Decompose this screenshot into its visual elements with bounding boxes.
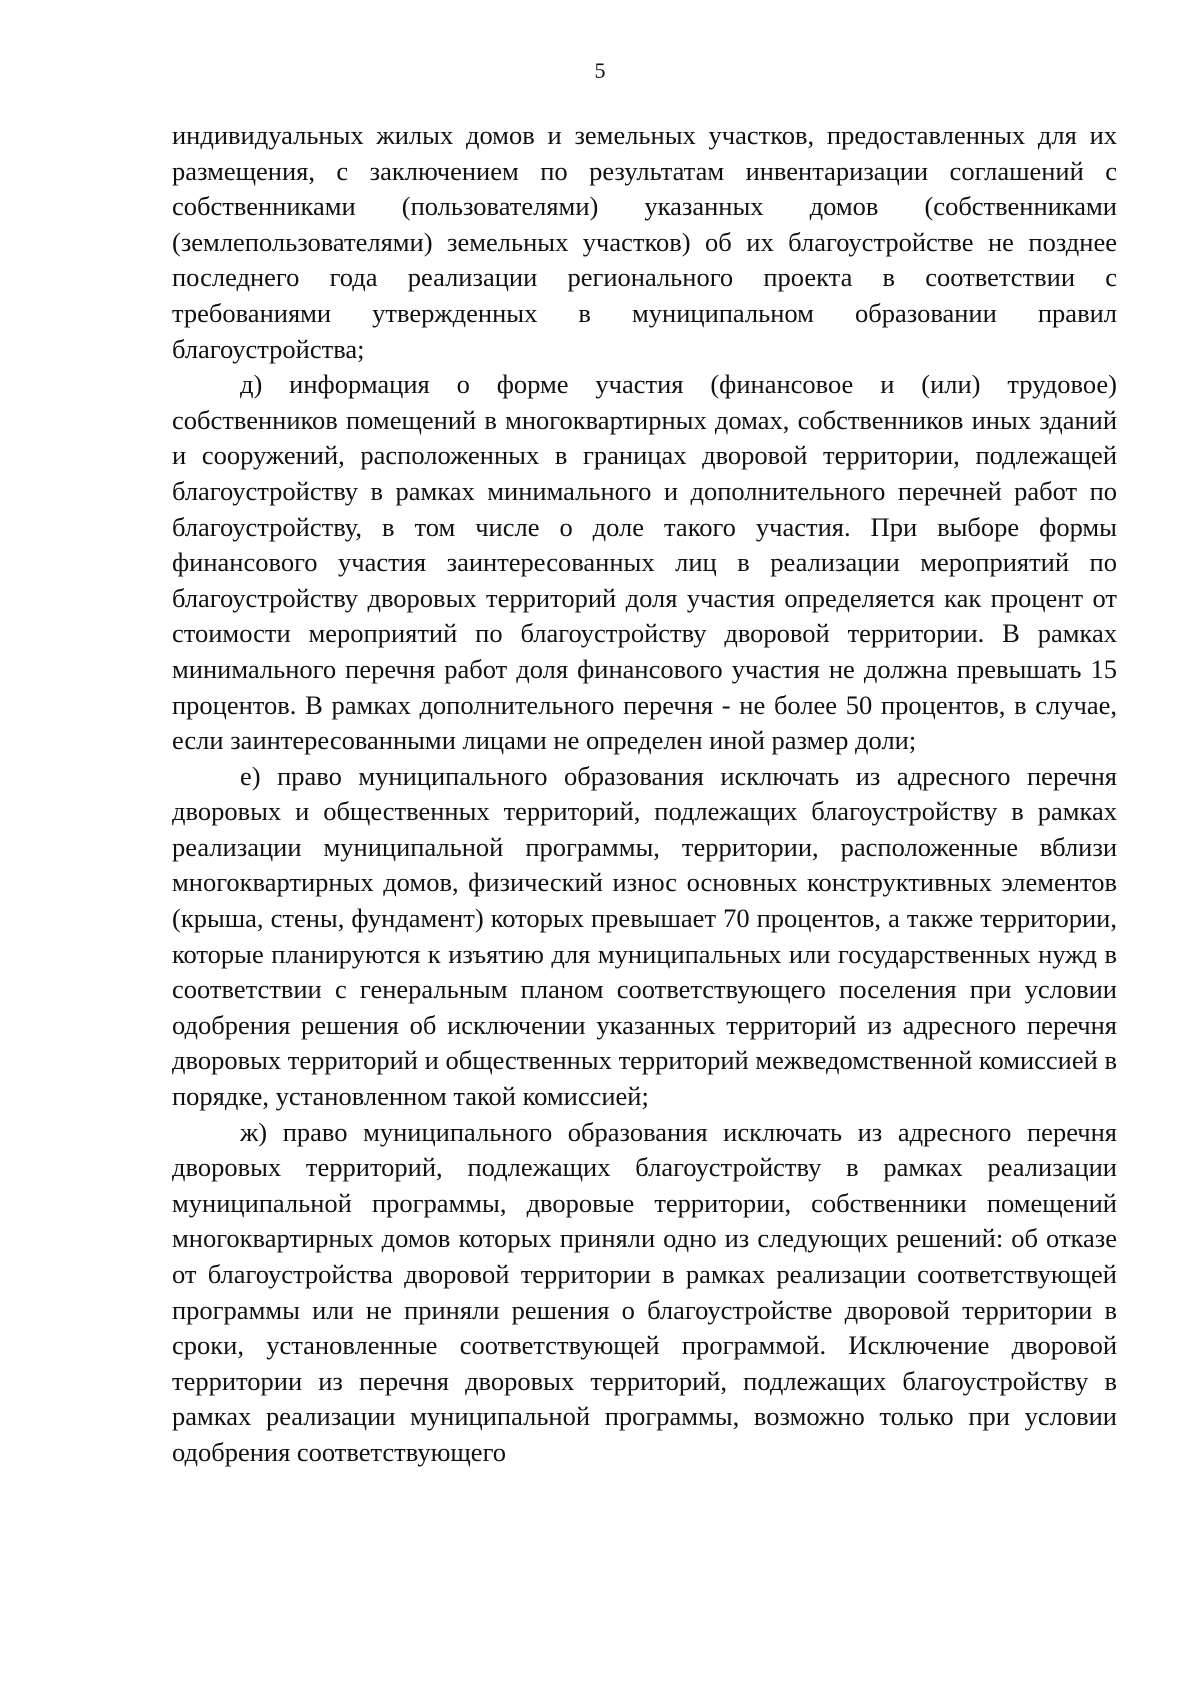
paragraph-item-d: д) информация о форме участия (финансовое и (или) трудовое) собственников помещений в многоквартирных домах, собственников иных зданий и сооружений, расположенных в границах дворовой территории, подлежащей благоустройству в рамках минимального и дополнительного перечней работ по благоустройству, в том числе о доле такого участия. При выборе формы финансового участия заинтересованных лиц в реализации мероприятий по благоустройству дворовых территорий доля участия определяется как процент от стоимости мероприятий по благоустройству дворовой территории. В рамках минимального перечня работ доля финансового участия не должна превышать 15 процентов. В рамках дополнительного перечня - не более 50 процентов, в случае, если заинтересованными лицами не определен иной размер доли;: [172, 369, 1117, 756]
paragraph-item-zh: ж) право муниципального образования исключать из адресного перечня дворовых территорий, подлежащих благоустройству в рамках реализации муниципальной программы, дворовые территории, собственники помещений многоквартирных домов которых приняли одно из следующих решений: об отказе от благоустройства дворовой территории в рамках реализации соответствующей программы или не приняли решения о благоустройстве дворовой территории в сроки, установленные соответствующей программой. Исключение дворовой территории из перечня дворовых территорий, подлежащих благоустройству в рамках реализации муниципальной программы, возможно только при условии одобрения соответствующего: [172, 1116, 1117, 1467]
paragraph-item-e: е) право муниципального образования исключать из адресного перечня дворовых и общественных территорий, подлежащих благоустройству в рамках реализации муниципальной программы, территории, расположенные вблизи многоквартирных домов, физический износ основных конструктивных элементов (крыша, стены, фундамент) которых превышает 70 процентов, а также территории, которые планируются к изъятию для муниципальных или государственных нужд в соответствии с генеральным планом соответствующего поселения при условии одобрения решения об исключении указанных территорий из адресного перечня дворовых территорий и общественных территорий межведомственной комиссией в порядке, установленном такой комиссией;: [172, 760, 1117, 1112]
page-number: 5: [594, 58, 606, 83]
paragraph-continuation: индивидуальных жилых домов и земельных участков, предоставленных для их размещения, с заключением по результатам инвентаризации соглашений с собственниками (пользователями) указанных домов (собственниками (землепользователями) земельных участков) об их благоустройстве не позднее последнего года реализации регионального проекта в соответствии с требованиями утвержденных в муниципальном образовании правил благоустройства;: [172, 120, 1117, 364]
document-body: [172, 118, 1117, 1471]
